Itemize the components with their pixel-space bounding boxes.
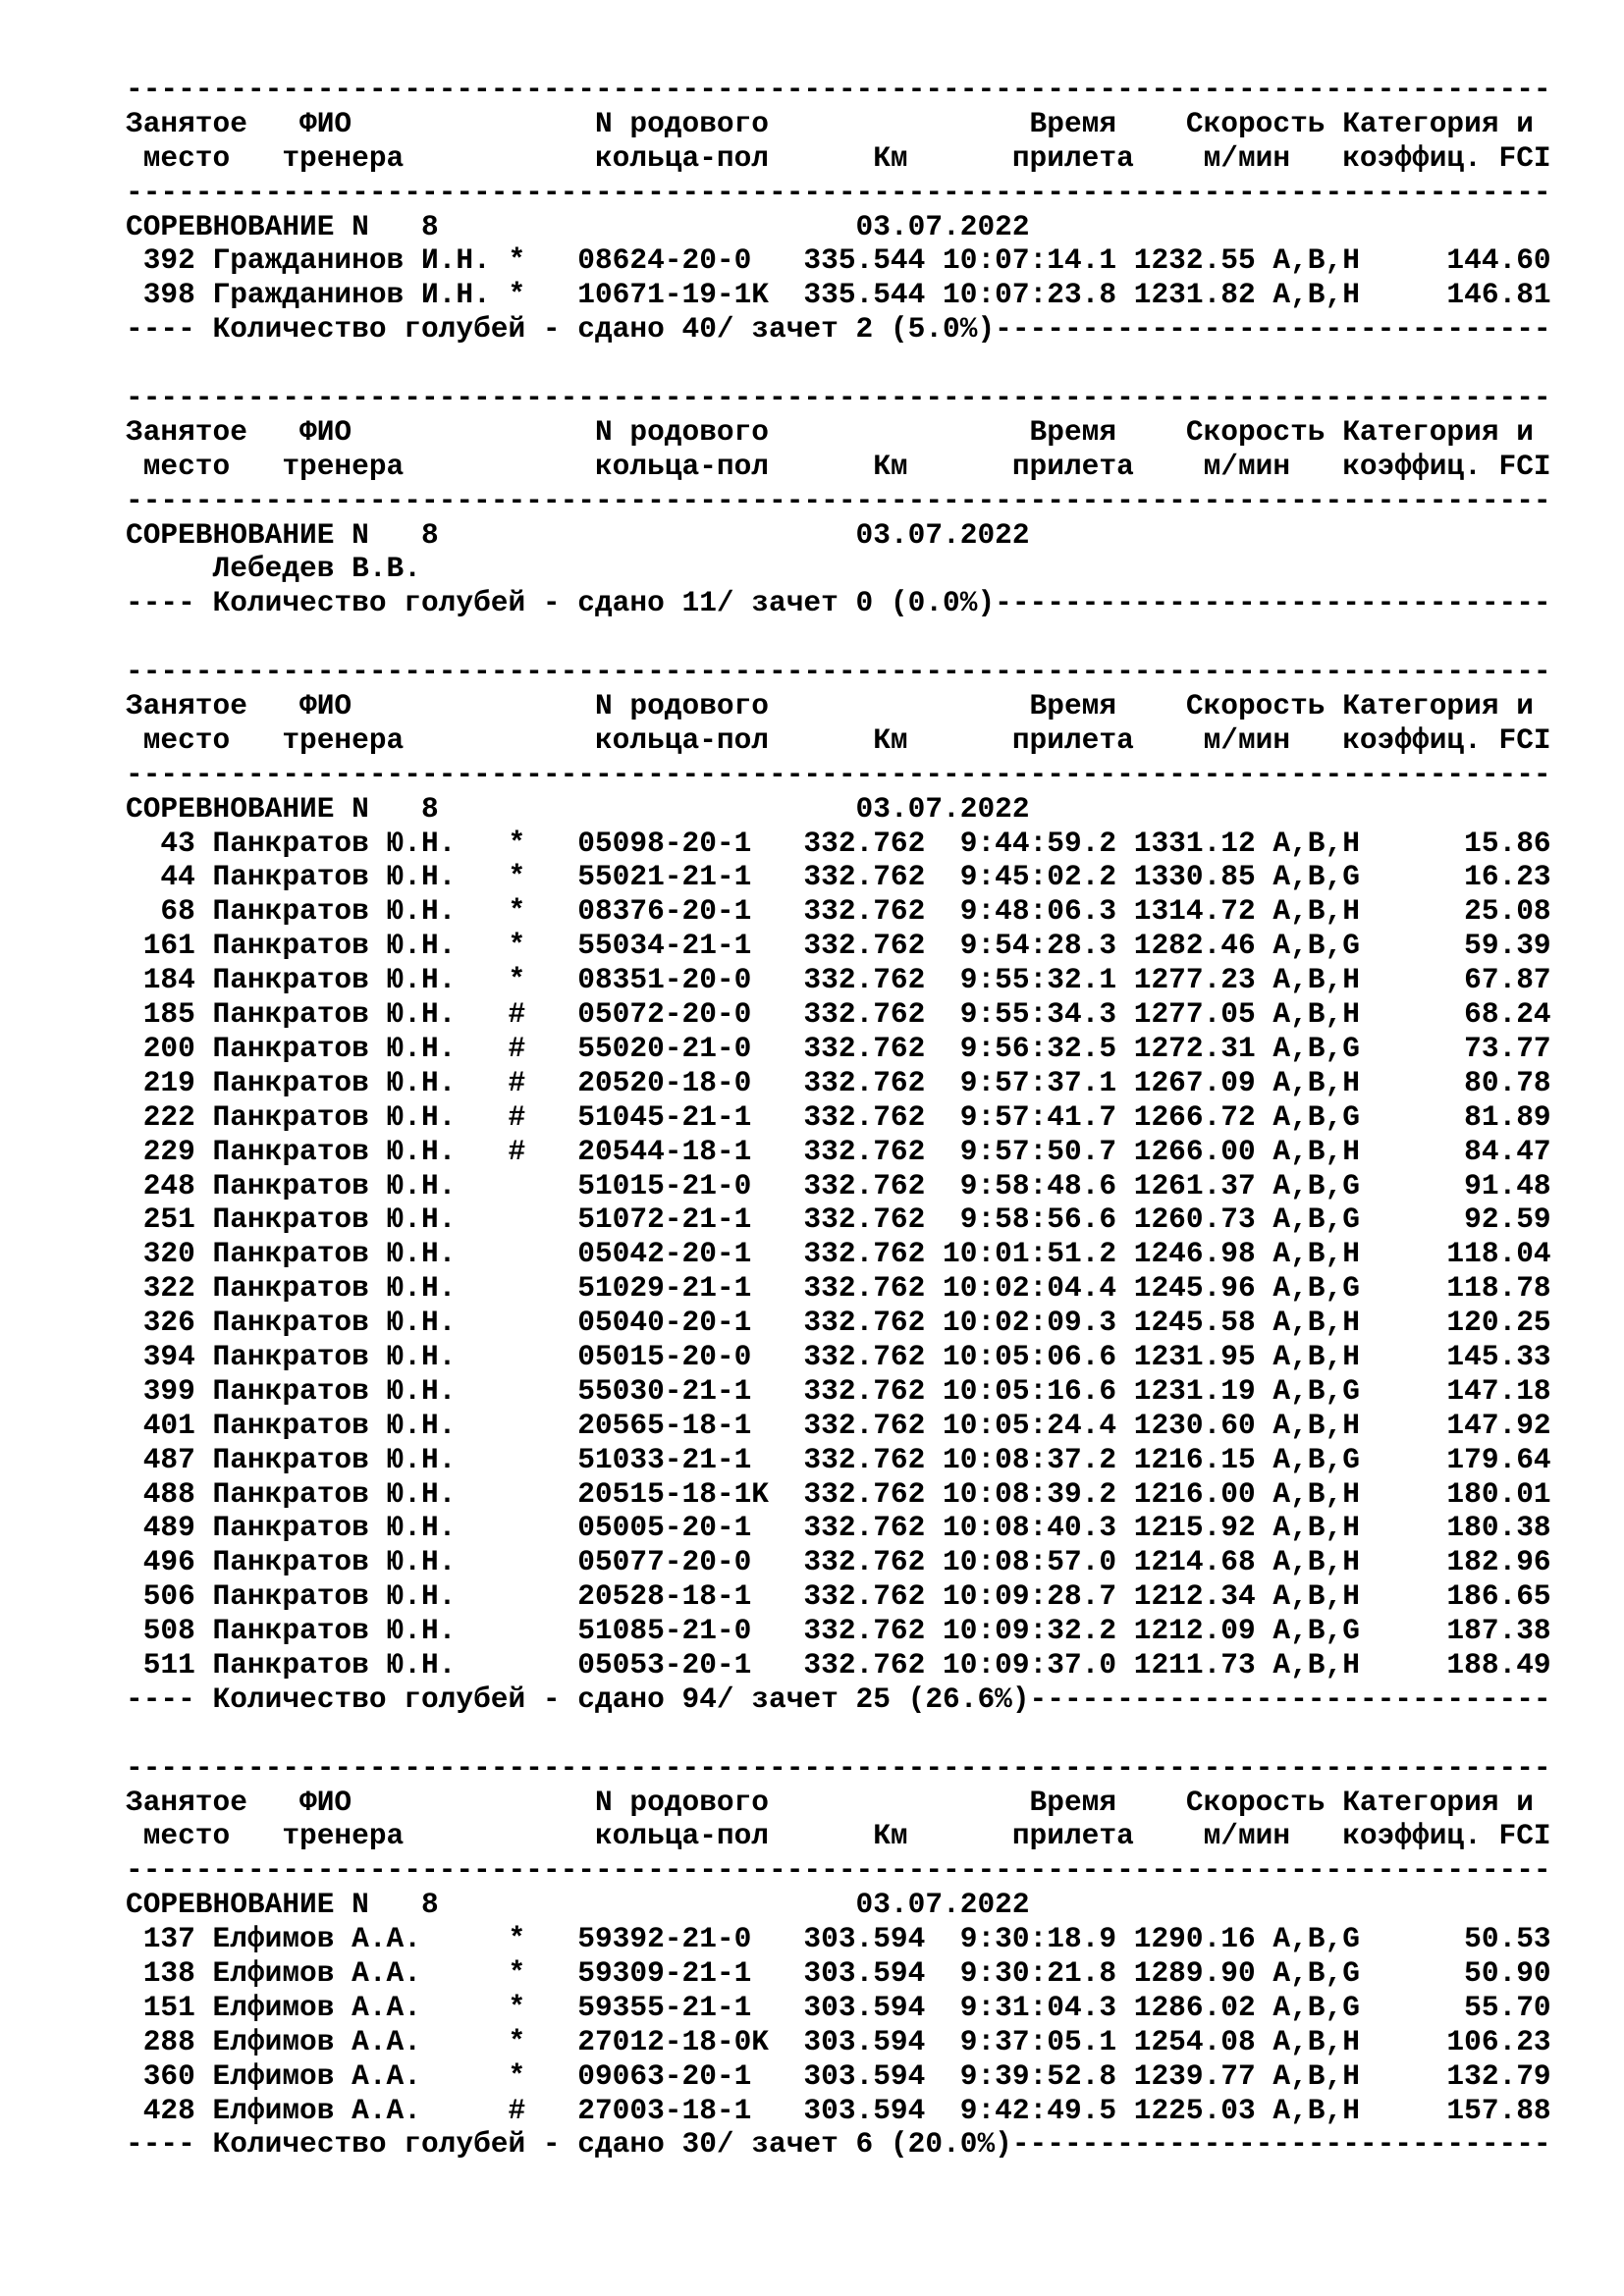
column-header-line-1: Занятое ФИО N родового Время Скорость Категория и xyxy=(126,414,1534,449)
column-header-line-2: место тренера кольца-пол Км прилета м/мин коэффиц. FCI xyxy=(126,1819,1551,1853)
result-row: 398 Гражданинов И.Н. * 10671-19-1K 335.544 10:07:23.8 1231.82 A,B,H 146.81 xyxy=(126,278,1551,312)
separator-line: ---------------------------------------------------------------------------------- xyxy=(126,175,1551,209)
results-document xyxy=(126,73,1598,2162)
separator-line: ---------------------------------------------------------------------------------- xyxy=(126,655,1551,689)
result-row: 200 Панкратов Ю.Н. # 55020-21-0 332.762 9:56:32.5 1272.31 A,B,G 73.77 xyxy=(126,1031,1551,1065)
result-row: 320 Панкратов Ю.Н. 05042-20-1 332.762 10:01:51.2 1246.98 A,B,H 118.04 xyxy=(126,1237,1551,1271)
blank-line xyxy=(126,347,1598,381)
competition-line: СОРЕВНОВАНИЕ N 8 03.07.2022 xyxy=(126,209,1030,243)
result-row: 161 Панкратов Ю.Н. * 55034-21-1 332.762 9:54:28.3 1282.46 A,B,G 59.39 xyxy=(126,929,1551,963)
column-header-line-2: место тренера кольца-пол Км прилета м/мин коэффиц. FCI xyxy=(126,449,1551,483)
column-header-line-1: Занятое ФИО N родового Время Скорость Категория и xyxy=(126,106,1534,140)
blank-line xyxy=(126,1717,1598,1751)
result-row: 487 Панкратов Ю.Н. 51033-21-1 332.762 10:08:37.2 1216.15 A,B,G 179.64 xyxy=(126,1442,1551,1476)
result-row: 229 Панкратов Ю.Н. # 20544-18-1 332.762 9:57:50.7 1266.00 A,B,H 84.47 xyxy=(126,1134,1551,1168)
result-row: 428 Елфимов А.А. # 27003-18-1 303.594 9:42:49.5 1225.03 A,B,H 157.88 xyxy=(126,2093,1551,2127)
blank-line xyxy=(126,620,1598,655)
result-row: 185 Панкратов Ю.Н. # 05072-20-0 332.762 9:55:34.3 1277.05 A,B,H 68.24 xyxy=(126,997,1551,1032)
result-row: 360 Елфимов А.А. * 09063-20-1 303.594 9:39:52.8 1239.77 A,B,H 132.79 xyxy=(126,2058,1551,2093)
result-row: 222 Панкратов Ю.Н. # 51045-21-1 332.762 9:57:41.7 1266.72 A,B,G 81.89 xyxy=(126,1099,1551,1134)
separator-line: ---------------------------------------------------------------------------------- xyxy=(126,483,1551,517)
result-row: 506 Панкратов Ю.Н. 20528-18-1 332.762 10:09:28.7 1212.34 A,B,H 186.65 xyxy=(126,1579,1551,1614)
competition-line: СОРЕВНОВАНИЕ N 8 03.07.2022 xyxy=(126,517,1030,552)
result-row: 137 Елфимов А.А. * 59392-21-0 303.594 9:30:18.9 1290.16 A,B,G 50.53 xyxy=(126,1922,1551,1956)
result-block xyxy=(126,655,1598,1751)
column-header-line-2: место тренера кольца-пол Км прилета м/мин коэффиц. FCI xyxy=(126,722,1551,757)
result-row: 399 Панкратов Ю.Н. 55030-21-1 332.762 10:05:16.6 1231.19 A,B,G 147.18 xyxy=(126,1373,1551,1408)
result-row: 508 Панкратов Ю.Н. 51085-21-0 332.762 10:09:32.2 1212.09 A,B,G 187.38 xyxy=(126,1614,1551,1648)
result-row: 43 Панкратов Ю.Н. * 05098-20-1 332.762 9:44:59.2 1331.12 A,B,H 15.86 xyxy=(126,826,1551,860)
result-row: 488 Панкратов Ю.Н. 20515-18-1K 332.762 10:08:39.2 1216.00 A,B,H 180.01 xyxy=(126,1476,1551,1511)
summary-line: ---- Количество голубей - сдано 94/ зачет 25 (26.6%)------------------------------ xyxy=(126,1682,1551,1716)
column-header-line-1: Занятое ФИО N родового Время Скорость Категория и xyxy=(126,689,1534,723)
result-row: 184 Панкратов Ю.Н. * 08351-20-0 332.762 9:55:32.1 1277.23 A,B,H 67.87 xyxy=(126,963,1551,997)
result-row: 394 Панкратов Ю.Н. 05015-20-0 332.762 10:05:06.6 1231.95 A,B,H 145.33 xyxy=(126,1339,1551,1373)
result-row: 401 Панкратов Ю.Н. 20565-18-1 332.762 10:05:24.4 1230.60 A,B,H 147.92 xyxy=(126,1408,1551,1442)
result-row: 392 Гражданинов И.Н. * 08624-20-0 335.544 10:07:14.1 1232.55 A,B,H 144.60 xyxy=(126,243,1551,278)
separator-line: ---------------------------------------------------------------------------------- xyxy=(126,73,1551,106)
column-header-line-1: Занятое ФИО N родового Время Скорость Категория и xyxy=(126,1785,1534,1819)
summary-line: ---- Количество голубей - сдано 30/ зачет 6 (20.0%)------------------------------- xyxy=(126,2127,1551,2162)
result-block xyxy=(126,73,1598,381)
result-block xyxy=(126,1751,1598,2163)
result-row: 151 Елфимов А.А. * 59355-21-1 303.594 9:31:04.3 1286.02 A,B,G 55.70 xyxy=(126,1990,1551,2024)
separator-line: ---------------------------------------------------------------------------------- xyxy=(126,1853,1551,1888)
result-row: 138 Елфимов А.А. * 59309-21-1 303.594 9:30:21.8 1289.90 A,B,G 50.90 xyxy=(126,1955,1551,1990)
separator-line: ---------------------------------------------------------------------------------- xyxy=(126,757,1551,791)
separator-line: ---------------------------------------------------------------------------------- xyxy=(126,1750,1551,1785)
summary-line: ---- Количество голубей - сдано 40/ зачет 2 (5.0%)-------------------------------- xyxy=(126,312,1551,347)
result-row: 219 Панкратов Ю.Н. # 20520-18-0 332.762 9:57:37.1 1267.09 A,B,H 80.78 xyxy=(126,1065,1551,1099)
competition-line: СОРЕВНОВАНИЕ N 8 03.07.2022 xyxy=(126,791,1030,826)
competition-line: СОРЕВНОВАНИЕ N 8 03.07.2022 xyxy=(126,1888,1030,1922)
result-row: 248 Панкратов Ю.Н. 51015-21-0 332.762 9:58:48.6 1261.37 A,B,G 91.48 xyxy=(126,1168,1551,1202)
result-row: Лебедев В.В. xyxy=(126,552,421,586)
summary-line: ---- Количество голубей - сдано 11/ зачет 0 (0.0%)-------------------------------- xyxy=(126,586,1551,620)
result-row: 511 Панкратов Ю.Н. 05053-20-1 332.762 10:09:37.0 1211.73 A,B,H 188.49 xyxy=(126,1647,1551,1682)
result-row: 251 Панкратов Ю.Н. 51072-21-1 332.762 9:58:56.6 1260.73 A,B,G 92.59 xyxy=(126,1202,1551,1237)
result-row: 326 Панкратов Ю.Н. 05040-20-1 332.762 10:02:09.3 1245.58 A,B,H 120.25 xyxy=(126,1306,1551,1340)
separator-line: ---------------------------------------------------------------------------------- xyxy=(126,381,1551,415)
result-row: 496 Панкратов Ю.Н. 05077-20-0 332.762 10:08:57.0 1214.68 A,B,H 182.96 xyxy=(126,1545,1551,1579)
result-block xyxy=(126,381,1598,655)
result-row: 322 Панкратов Ю.Н. 51029-21-1 332.762 10:02:04.4 1245.96 A,B,G 118.78 xyxy=(126,1271,1551,1306)
result-row: 288 Елфимов А.А. * 27012-18-0K 303.594 9:37:05.1 1254.08 A,B,H 106.23 xyxy=(126,2024,1551,2058)
result-row: 44 Панкратов Ю.Н. * 55021-21-1 332.762 9:45:02.2 1330.85 A,B,G 16.23 xyxy=(126,860,1551,894)
result-row: 489 Панкратов Ю.Н. 05005-20-1 332.762 10:08:40.3 1215.92 A,B,H 180.38 xyxy=(126,1511,1551,1545)
result-row: 68 Панкратов Ю.Н. * 08376-20-1 332.762 9:48:06.3 1314.72 A,B,H 25.08 xyxy=(126,894,1551,929)
column-header-line-2: место тренера кольца-пол Км прилета м/мин коэффиц. FCI xyxy=(126,140,1551,175)
